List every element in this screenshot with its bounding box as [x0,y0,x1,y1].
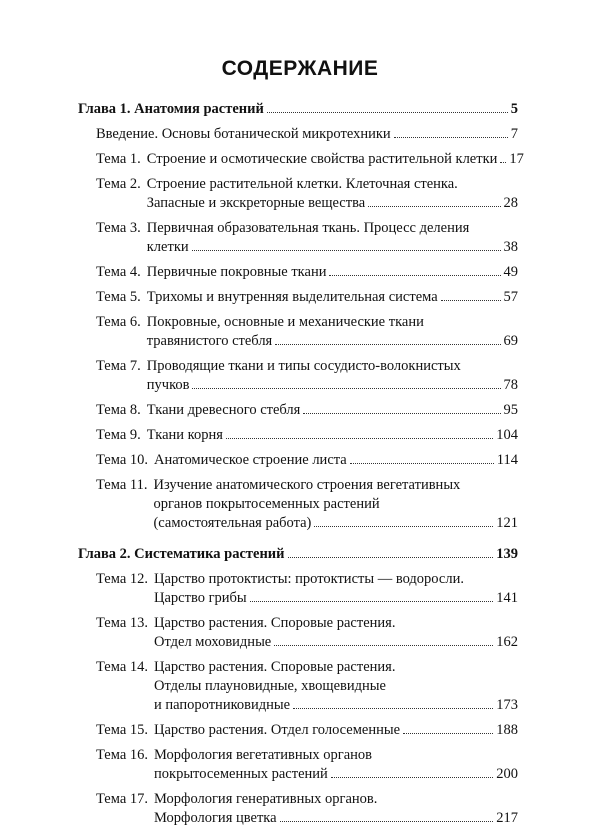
toc-entry-body [154,570,518,608]
toc-page-number: 69 [503,333,518,349]
toc-topic-entry[interactable] [96,451,518,470]
toc-topic-number: Тема 5. [96,289,141,305]
toc-topic-entry[interactable] [96,125,518,144]
toc-topic-entry[interactable] [96,313,518,351]
dot-leader [350,463,494,464]
toc-last-line [147,332,518,351]
toc-entry-body [154,614,518,652]
toc-last-line [147,376,518,395]
toc-page-number: 188 [496,722,518,738]
toc-entry-text: Анатомическое строение листа [154,452,347,468]
toc-entry-body [147,219,518,257]
toc-topic-number: Тема 16. [96,747,149,763]
toc-last-line [96,125,518,144]
toc-page-number: 162 [496,634,518,650]
toc-last-line [154,765,518,784]
toc-last-line [78,100,518,119]
toc-last-line [147,288,518,307]
toc-entry-body [154,658,518,715]
toc-topic-entry[interactable] [96,401,518,420]
toc-last-line [154,589,518,608]
toc-entry-text: Отдел моховидные [154,634,272,650]
toc-topic-number: Тема 17. [96,791,149,807]
toc-entry-text: Отделы плауновидные, хвощевидные [154,678,386,694]
toc-last-line [146,150,524,169]
toc-entry-body [147,288,518,307]
toc-page-number: 17 [509,151,524,167]
dot-leader [314,526,493,527]
toc-topic-number: Тема 3. [96,220,141,236]
toc-entry-text: Покровные, основные и механические ткани [146,314,424,330]
toc-topic-number: Тема 15. [96,722,149,738]
toc-topic-number: Тема 1. [96,151,141,167]
toc-entry-body [154,721,518,740]
toc-entry-text: Царство грибы [154,590,247,606]
toc-last-line [154,451,518,470]
toc-entry-text: Введение. Основы ботанической микротехники [96,126,391,142]
toc-entry-text: Первичная образовательная ткань. Процесс деления [146,220,470,236]
toc-entry-text: клетки [146,239,189,255]
toc-entry-body [147,175,518,213]
toc-entry-body [78,100,518,119]
toc-entry-text: Проводящие ткани и типы сосудисто-волокнистых [146,358,461,374]
toc-topic-entry[interactable] [96,570,518,608]
dot-leader [267,112,508,113]
toc-entry-body [96,125,518,144]
toc-entry-body [147,426,518,445]
toc-entry-body [146,150,524,169]
toc-entry-text: Изучение анатомического строения вегетативных [153,477,461,493]
toc-entry-text: Морфология генеративных органов. [154,791,378,807]
toc-topic-entry[interactable] [96,150,524,169]
toc-topic-entry[interactable] [96,175,518,213]
toc-topic-number: Тема 10. [96,452,149,468]
toc-page-number: 95 [503,402,518,418]
toc-topic-number: Тема 9. [96,427,141,443]
toc-entry-body [147,401,518,420]
toc-entry-text: Строение и осмотические свойства растительной клетки [146,151,498,167]
toc-topic-entry[interactable] [96,219,518,257]
toc-entry-text: Ткани древесного стебля [146,402,301,418]
toc-last-line [154,696,518,715]
toc-entry-text: Глава 2. Систематика растений [78,546,285,562]
toc-topic-entry[interactable] [96,746,518,784]
dot-leader [226,438,493,439]
toc-entry-text: и папоротниковидные [154,697,291,713]
toc-last-line [154,809,518,828]
toc-entry-body [154,790,518,828]
dot-leader [394,137,508,138]
toc-last-line [78,545,518,564]
toc-chapter-heading[interactable] [78,545,518,564]
dot-leader [329,275,500,276]
toc-entry-body [154,746,518,784]
toc-page-number: 7 [510,126,518,142]
toc-last-line [154,721,518,740]
toc-topic-entry[interactable] [96,426,518,445]
toc-entry-text: Строение растительной клетки. Клеточная стенка. [146,176,458,192]
dot-leader [368,206,500,207]
toc-topic-entry[interactable] [96,288,518,307]
toc-topic-number: Тема 8. [96,402,141,418]
dot-leader [288,557,494,558]
toc-entry-text: покрытосеменных растений [154,766,328,782]
toc-page-number: 114 [496,452,518,468]
dot-leader [192,388,500,389]
toc-page-number: 57 [503,289,518,305]
toc-topic-number: Тема 2. [96,176,141,192]
toc-entry-text: Запасные и экскреторные вещества [146,195,366,211]
toc-topic-entry[interactable] [96,614,518,652]
toc-chapter-heading[interactable] [78,100,518,119]
toc-topic-number: Тема 12. [96,571,149,587]
toc-topic-number: Тема 6. [96,314,141,330]
toc-page-number: 104 [496,427,518,443]
dot-leader [275,344,500,345]
toc-entry-text: Царство растения. Отдел голосеменные [154,722,401,738]
toc-last-line [147,426,518,445]
dot-leader [250,601,494,602]
dot-leader [403,733,493,734]
toc-last-line [147,401,518,420]
toc-last-line [147,238,518,257]
toc-topic-entry[interactable] [96,476,518,533]
toc-entry-text: органов покрытосеменных растений [153,496,380,512]
page-title: СОДЕРЖАНИЕ [221,57,379,80]
dot-leader [274,645,493,646]
toc-entry-text: Морфология вегетативных органов [154,747,373,763]
dot-leader [280,821,494,822]
toc-page-number: 173 [496,697,518,713]
toc-entry-text: Царство протоктисты: протоктисты — водоросли. [154,571,464,587]
toc-topic-number: Тема 7. [96,358,141,374]
toc-topic-entry[interactable] [96,263,518,282]
toc-entry-body [147,263,518,282]
spacer [0,533,600,545]
toc-page-number: 28 [503,195,518,211]
toc-topic-number: Тема 4. [96,264,141,280]
dot-leader [331,777,493,778]
toc-page-number: 217 [496,810,518,826]
toc-entry-text: Трихомы и внутренняя выделительная система [146,289,438,305]
toc-entry-text: пучков [146,377,190,393]
toc-topic-entry[interactable] [96,658,518,715]
toc-topic-entry[interactable] [96,721,518,740]
toc-topic-number: Тема 13. [96,615,149,631]
toc-entry-text: Царство растения. Споровые растения. [154,615,396,631]
toc-entry-text: Ткани корня [146,427,223,443]
toc-topic-entry[interactable] [96,357,518,395]
toc-topic-number: Тема 14. [96,659,149,675]
toc-page-number: 78 [503,377,518,393]
toc-last-line [153,514,518,533]
toc-entry-body [78,545,518,564]
toc-entry-text: Первичные покровные ткани [146,264,327,280]
toc-page-number: 121 [496,515,518,531]
toc-last-line [147,194,518,213]
dot-leader [303,413,500,414]
dot-leader [192,250,501,251]
toc-entry-text: травянистого стебля [146,333,273,349]
toc-topic-number: Тема 11. [96,477,148,493]
toc-topic-entry[interactable] [96,790,518,828]
toc-entry-text: Глава 1. Анатомия растений [78,101,264,117]
toc-page-number: 200 [496,766,518,782]
toc-entry-body [147,357,518,395]
toc-entry-text: Морфология цветка [154,810,277,826]
toc-page-number: 38 [503,239,518,255]
dot-leader [500,162,506,163]
toc-page-number: 49 [503,264,518,280]
toc-last-line [154,633,518,652]
toc-entry-body [153,476,518,533]
table-of-contents [0,100,600,828]
toc-entry-body [154,451,518,470]
dot-leader [441,300,501,301]
toc-page-number: 5 [510,101,518,117]
toc-entry-body [147,313,518,351]
toc-last-line [147,263,518,282]
toc-entry-text: Царство растения. Споровые растения. [154,659,396,675]
toc-page-number: 139 [496,546,518,562]
dot-leader [293,708,493,709]
toc-entry-text: (самостоятельная работа) [153,515,312,531]
toc-page-number: 141 [496,590,518,606]
